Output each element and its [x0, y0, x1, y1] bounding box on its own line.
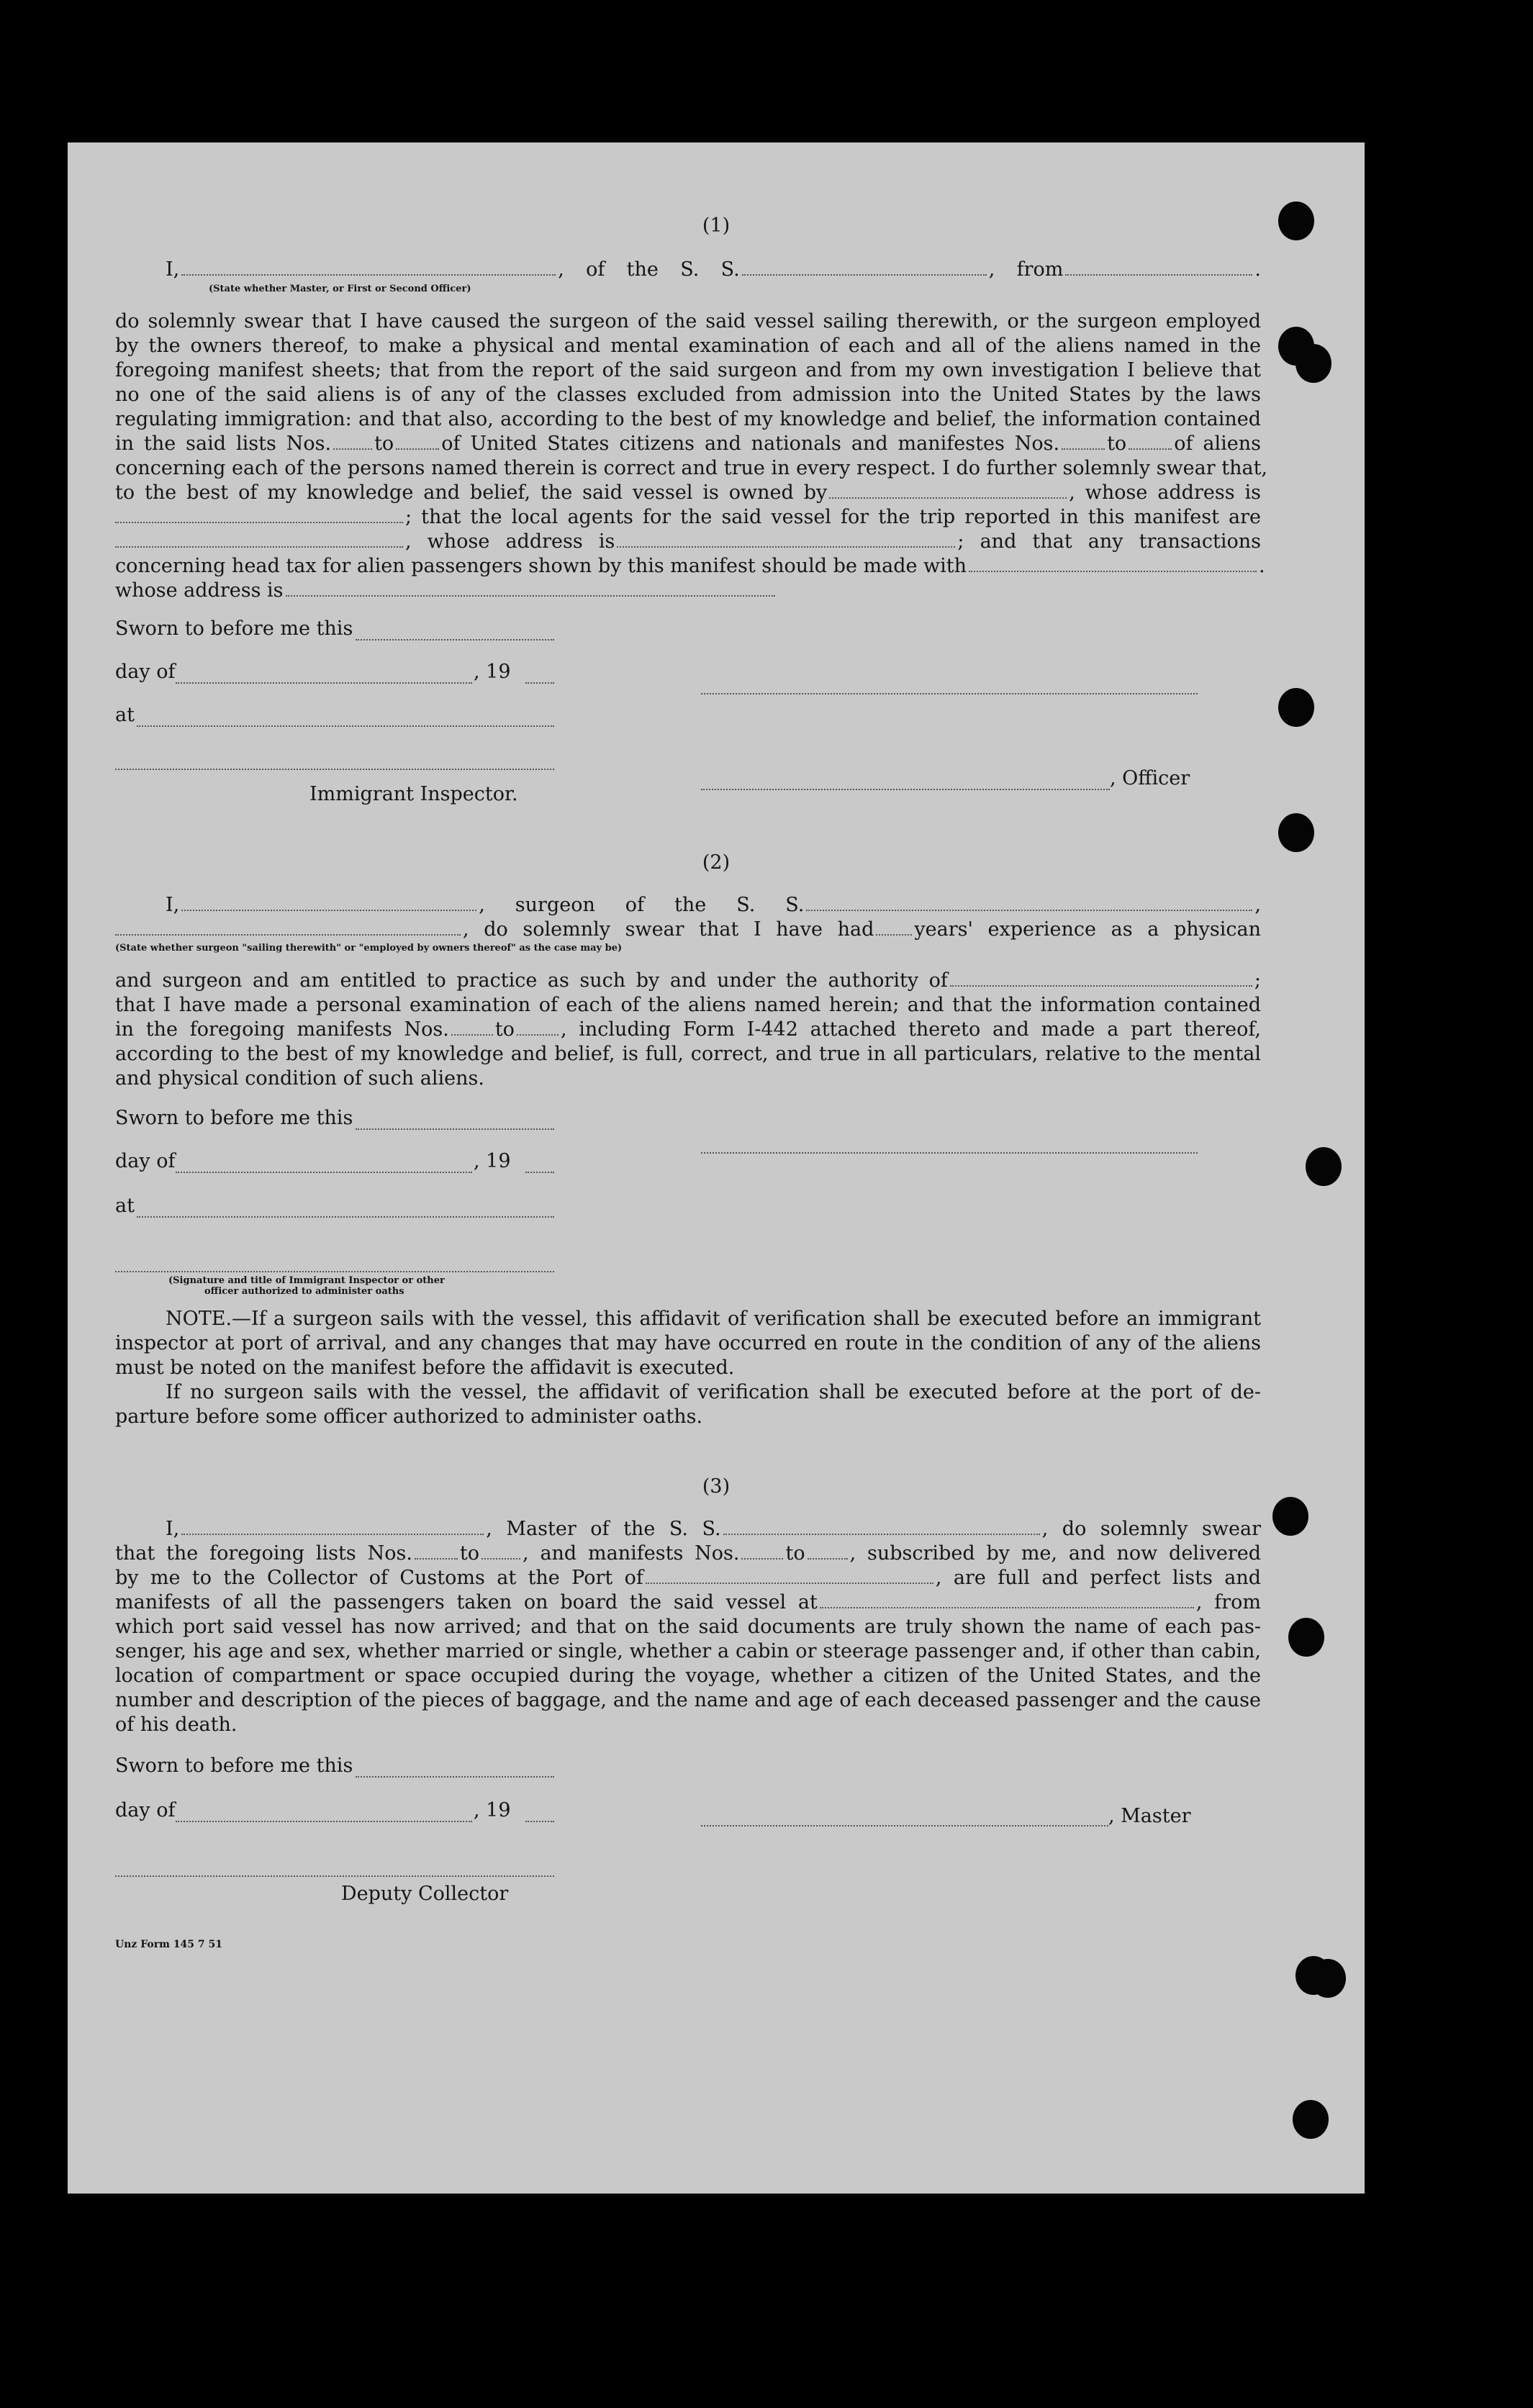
s3-master-signature[interactable]: [701, 1825, 1108, 1827]
s2-note-line: NOTE.—If a surgeon sails with the vessel, this affidavit of verification shall be executed before an immigrant: [166, 1308, 1261, 1330]
s2-manifests-line: in the foregoing manifests Nos. to , including Form I-442 attached thereto and made a part thereof,: [115, 1018, 1261, 1041]
s2-sig-note: officer authorized to administer oaths: [204, 1286, 404, 1297]
s2-sig-note: (Signature and title of Immigrant Inspector or other: [168, 1275, 445, 1286]
s3-body-line: which port said vessel has now arrived; and that on the said documents are truly shown the name of each pas-: [115, 1616, 1261, 1638]
s2-sworn-label: Sworn to before me this: [115, 1107, 353, 1129]
s1-body-line: concerning each of the persons named therein is correct and true in every respect. I do further solemnly swear that,: [115, 457, 1268, 479]
s1-signature-line[interactable]: [701, 693, 1198, 694]
s2-dayof-label: day of: [115, 1150, 176, 1172]
s2-body-line: and physical condition of such aliens.: [115, 1067, 484, 1090]
punch-hole: [1293, 2100, 1329, 2139]
s3-oath-line: I, , Master of the S. S. , do solemnly swear: [166, 1518, 1261, 1540]
s1-agents-line: ; that the local agents for the said vessel for the trip reported in this manifest are: [115, 505, 1261, 530]
section-3-heading: (3): [702, 1475, 731, 1498]
s1-owner-line: to the best of my knowledge and belief, the said vessel is owned by , whose address is: [115, 481, 1261, 504]
s3-body-line: location of compartment or space occupied during the voyage, whether a citizen of the United States, and the: [115, 1665, 1261, 1687]
s3-collector-signature[interactable]: [115, 1875, 554, 1877]
s1-year-field[interactable]: [525, 682, 554, 684]
s3-dayof-label: day of: [115, 1799, 176, 1821]
form-number: Unz Form 145 7 51: [115, 1939, 222, 1950]
s3-lists-line: that the foregoing lists Nos. to , and manifests Nos. to , subscribed by me, and now delivered: [115, 1542, 1261, 1565]
s1-at-field[interactable]: [137, 725, 554, 727]
section-2-heading: (2): [702, 851, 731, 874]
s3-collector-label: Deputy Collector: [341, 1883, 509, 1905]
s1-body-line: regulating immigration: and that also, according to the best of my knowledge and belief, the information contained: [115, 408, 1261, 430]
s1-agent-address-line: , whose address is ; and that any transactions: [115, 530, 1261, 554]
s3-master-label: , Master: [1108, 1805, 1191, 1827]
punch-hole: [1288, 1618, 1324, 1657]
punch-hole: [1272, 1497, 1308, 1536]
s2-day-field[interactable]: [176, 1172, 472, 1173]
s2-note-line: If no surgeon sails with the vessel, the affidavit of verification shall be executed before at the port of de-: [166, 1381, 1261, 1403]
s2-sworn-field[interactable]: [356, 1128, 554, 1130]
s3-port-line: by me to the Collector of Customs at the Port of , are full and perfect lists and: [115, 1567, 1262, 1589]
s1-officer-label: , Officer: [1110, 767, 1190, 789]
s1-body-line: foregoing manifest sheets; that from the report of the said surgeon and from my own investigation I believe that: [115, 359, 1261, 381]
s2-authority-line: and surgeon and am entitled to practice as such by and under the authority of ;: [115, 969, 1261, 992]
s1-sworn-field[interactable]: [356, 639, 554, 641]
s2-at-label: at: [115, 1195, 135, 1217]
s3-sworn-label: Sworn to before me this: [115, 1755, 353, 1777]
s1-body-line: no one of the said aliens is of any of the classes excluded from admission into the United States by the laws: [115, 384, 1261, 406]
s3-body-line: number and description of the pieces of baggage, and the name and age of each deceased passenger and the cause: [115, 1689, 1261, 1711]
s1-officer-signature[interactable]: [701, 789, 1110, 790]
punch-hole: [1278, 327, 1314, 366]
s1-day-field[interactable]: [176, 682, 472, 684]
s3-day-field[interactable]: [176, 1821, 472, 1822]
s3-body-line: senger, his age and sex, whether married or single, whether a cabin or steerage passenger and, if other than cabin,: [115, 1640, 1261, 1662]
s2-year-label: , 19: [474, 1150, 511, 1172]
s2-body-line: that I have made a personal examination of each of the aliens named herein; and that the information contained: [115, 994, 1261, 1016]
s1-headtax-line: concerning head tax for alien passengers shown by this manifest should be made with .: [115, 555, 1265, 577]
s2-experience-line: , do solemnly swear that I have had years' experience as a physican: [115, 918, 1261, 942]
s2-oath-line: I, , surgeon of the S. S. ,: [166, 894, 1261, 916]
s3-year-field[interactable]: [525, 1821, 554, 1822]
s3-year-label: , 19: [474, 1799, 511, 1821]
s2-year-field[interactable]: [525, 1172, 554, 1173]
form-page: [68, 142, 1365, 2194]
punch-hole: [1278, 202, 1314, 240]
s1-sworn-label: Sworn to before me this: [115, 617, 353, 640]
s1-year-label: , 19: [474, 661, 511, 683]
s2-note-line: parture before some officer authorized to administer oaths.: [115, 1406, 703, 1428]
s3-body-line: of his death.: [115, 1714, 238, 1736]
punch-hole: [1278, 688, 1314, 727]
punch-hole: [1278, 813, 1314, 852]
punch-hole: [1306, 1147, 1342, 1186]
punch-hole: [1310, 1959, 1346, 1998]
section-1-heading: (1): [702, 214, 731, 237]
s2-inspector-signature[interactable]: [115, 1271, 554, 1272]
s1-oath-note: (State whether Master, or First or Second Officer): [209, 284, 471, 294]
s1-oath-line: I, , of the S. S. , from .: [166, 258, 1261, 281]
s3-boarded-line: manifests of all the passengers taken on board the said vessel at , from: [115, 1591, 1261, 1613]
s3-sworn-field[interactable]: [356, 1776, 554, 1778]
s1-body-line: by the owners thereof, to make a physical and mental examination of each and all of the aliens named in the: [115, 335, 1261, 357]
s2-oath-note: (State whether surgeon "sailing therewith" or "employed by owners thereof" as the case may be): [115, 943, 623, 954]
s2-at-field[interactable]: [137, 1216, 554, 1218]
s1-lists-line: in the said lists Nos. to of United States citizens and nationals and manifestes Nos. to of aliens: [115, 433, 1261, 455]
s1-at-label: at: [115, 704, 135, 726]
s2-signature-line[interactable]: [701, 1152, 1198, 1154]
s2-body-line: according to the best of my knowledge and belief, is full, correct, and true in all particulars, relative to the mental: [115, 1043, 1261, 1065]
s1-address-line: whose address is: [115, 579, 1261, 603]
s1-inspector-label: Immigrant Inspector.: [309, 783, 518, 805]
s2-note-line: inspector at port of arrival, and any changes that may have occurred en route in the condition of any of the aliens: [115, 1332, 1261, 1354]
s2-note-line: must be noted on the manifest before the affidavit is executed.: [115, 1357, 735, 1379]
s1-dayof-label: day of: [115, 661, 176, 683]
s1-inspector-signature[interactable]: [115, 769, 554, 770]
s1-body-line: do solemnly swear that I have caused the surgeon of the said vessel sailing therewith, or the surgeon employed: [115, 310, 1261, 332]
